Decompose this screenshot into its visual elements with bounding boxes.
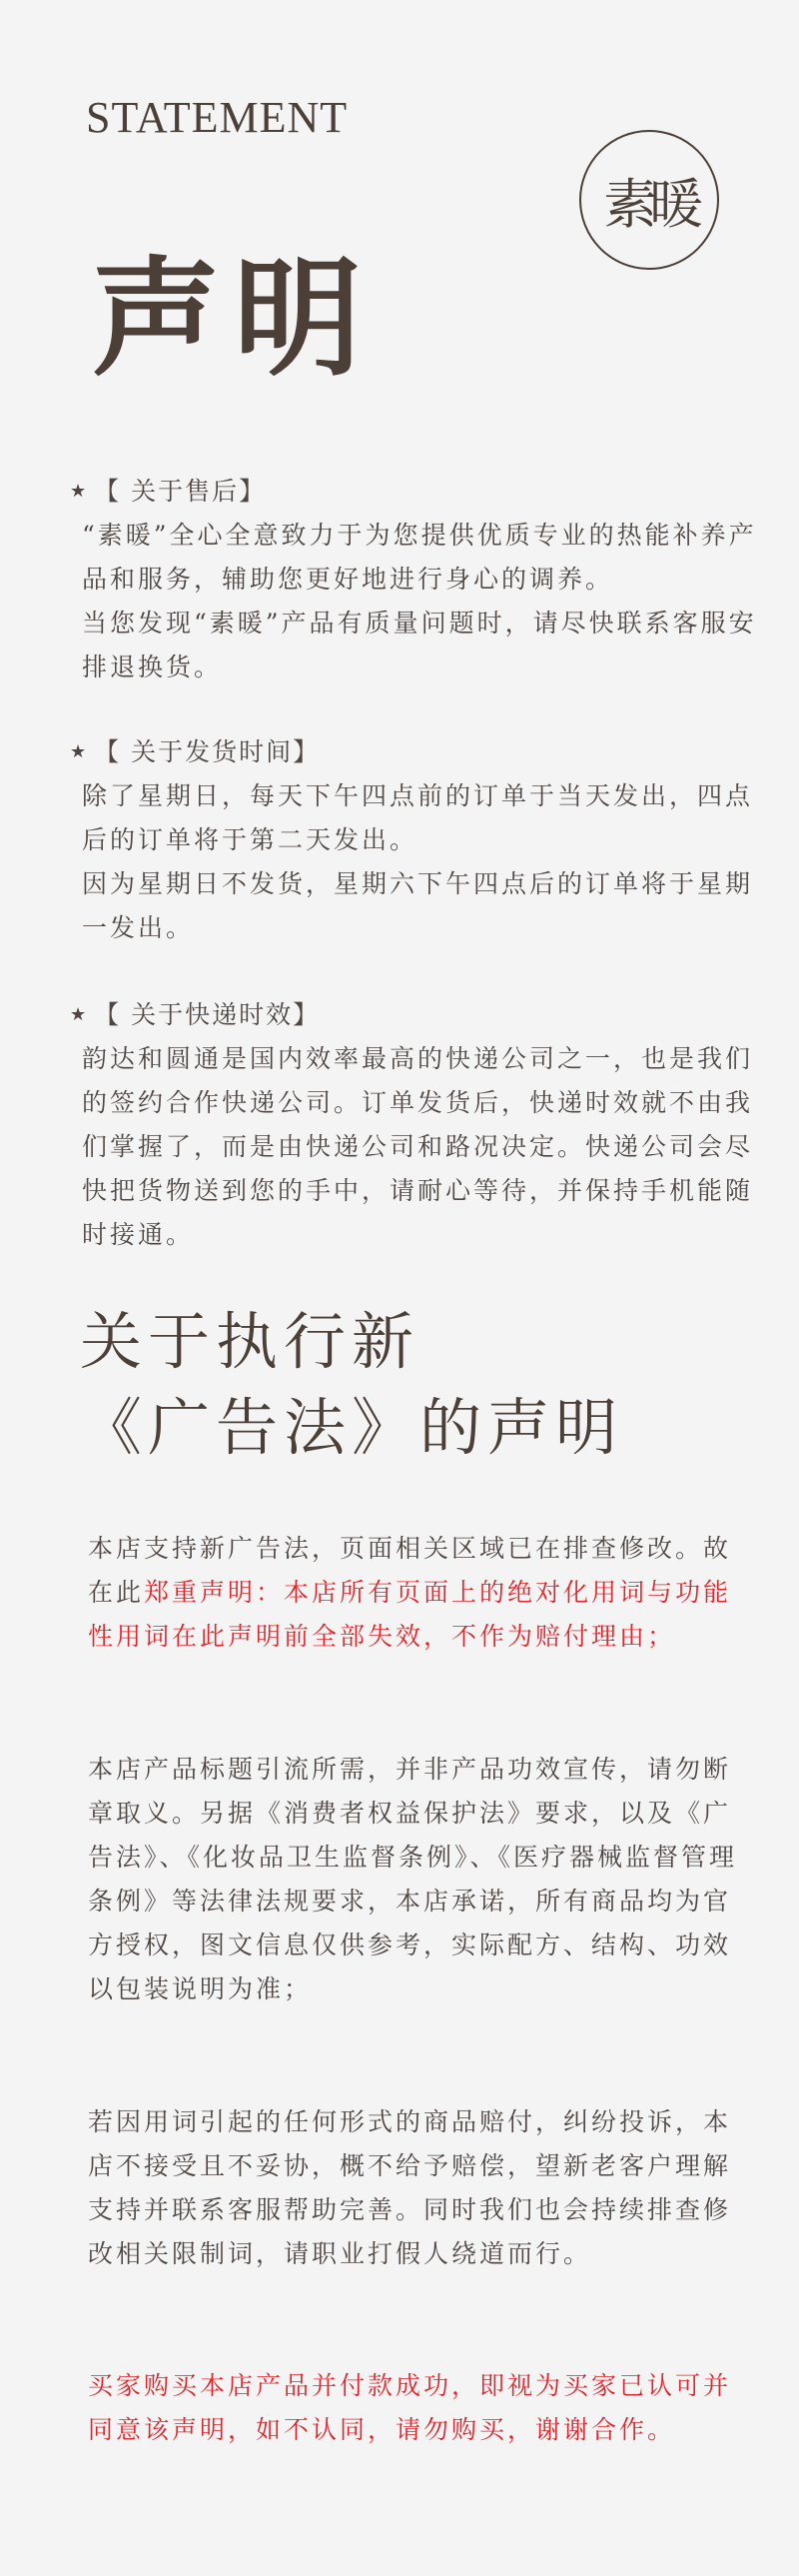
star-icon: ★ [70, 1004, 89, 1025]
ad-law-title [80, 1299, 623, 1471]
ad-law-p1-emphasis: 郑重声明：本店所有页面上的绝对化用词与功能性用词在此声明前全部失效，不作为赔付理由； [88, 1578, 732, 1651]
section-heading-label: 【 关于发货时间】 [94, 737, 321, 766]
section-after-sales [70, 470, 759, 689]
section-heading [70, 730, 759, 774]
star-icon: ★ [70, 481, 89, 502]
section-paragraph: 因为星期日不发货，星期六下午四点后的订单将于星期一发出。 [82, 869, 754, 942]
star-icon: ★ [70, 741, 89, 762]
section-paragraph: 除了星期日，每天下午四点前的订单于当天发出，四点后的订单将于第二天发出。 [82, 781, 754, 854]
ad-law-paragraph-2 [88, 1748, 737, 2011]
section-heading [70, 993, 759, 1037]
section-shipping-time [70, 730, 759, 950]
ad-law-p4: 买家购买本店产品并付款成功，即视为买家已认可并同意该声明，如不认同，请勿购买，谢谢合作。 [88, 2371, 732, 2444]
ad-law-title-line2: 《广告法》的声明 [80, 1391, 624, 1464]
ad-law-p3: 若因用词引起的任何形式的商品赔付，纠纷投诉，本店不接受且不妥协，概不给予赔偿，望新老客户理解支持并联系客服帮助完善。同时我们也会持续排查修改相关限制词，请职业打假人绕道而行。 [88, 2107, 732, 2268]
ad-law-p2: 本店产品标题引流所需，并非产品功效宣传，请勿断章取义。另据《消费者权益保护法》要求，以及《广告法》、《化妆品卫生监督条例》、《医疗器械监督管理条例》等法律法规要求，本店承诺，所有商品均为官方授权，图文信息仅供参考，实际配方、结构、功效以包装说明为准； [88, 1755, 738, 2003]
section-paragraph: 韵达和圆通是国内效率最高的快递公司之一，也是我们的签约合作快递公司。订单发货后，快递时效就不由我们掌握了，而是由快递公司和路况决定。快递公司会尽快把货物送到您的手中，请耐心等待，并保持手机能随时接通。 [82, 1044, 754, 1249]
ad-law-paragraph-4 [88, 2364, 737, 2452]
section-heading [70, 470, 759, 514]
section-delivery-timeliness [70, 993, 759, 1257]
ad-law-p1-plain: 本店支持新广告法，页面相关区域已在排查修改。故在此 [88, 1534, 732, 1607]
section-heading-label: 【 关于快递时效】 [94, 1000, 321, 1029]
statement-heading-en: STATEMENT [86, 93, 349, 142]
ad-law-paragraph-1 [88, 1527, 737, 1659]
ad-law-title-line1: 关于执行新 [80, 1305, 420, 1378]
section-paragraph: “素暖”全心全意致力于为您提供优质专业的热能补养产品和服务，辅助您更好地进行身心的调养。 [82, 521, 757, 594]
page-title: 声明 [92, 244, 377, 394]
brand-seal-logo: 素暖 [579, 130, 719, 270]
section-paragraph: 当您发现“素暖”产品有质量问题时，请尽快联系客服安排退换货。 [82, 609, 757, 681]
ad-law-paragraph-3 [88, 2100, 737, 2276]
section-heading-label: 【 关于售后】 [94, 477, 267, 506]
